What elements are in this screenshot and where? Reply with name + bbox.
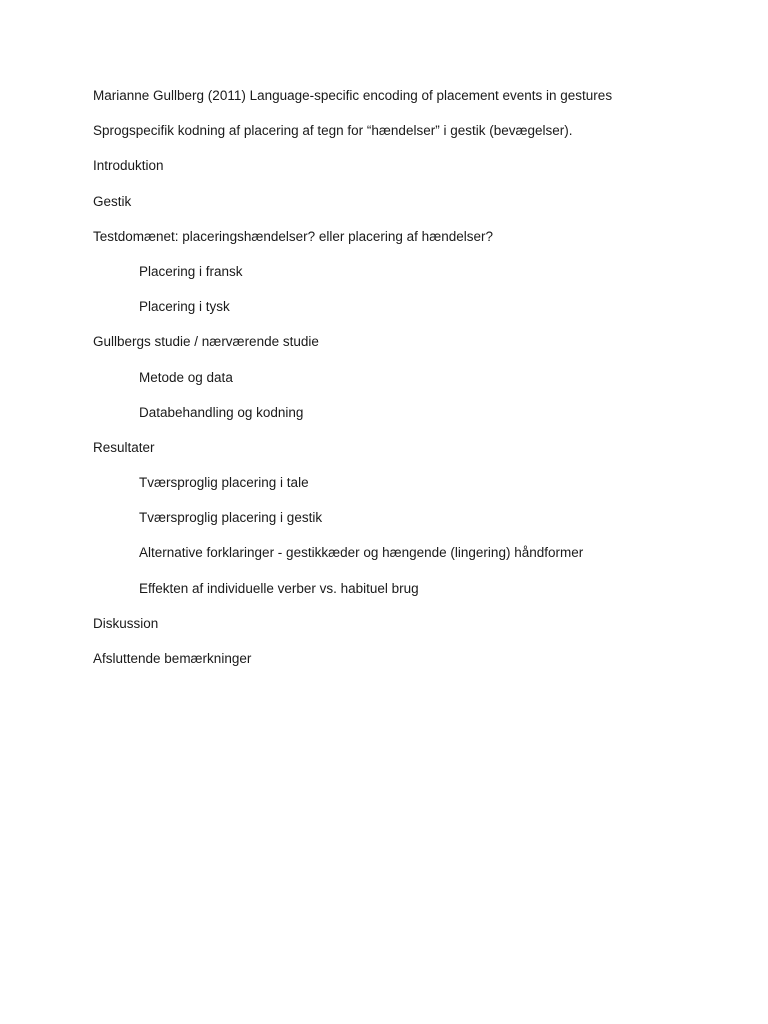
- subsection-placering-gestik: Tværsproglig placering i gestik: [139, 510, 323, 526]
- section-heading-afsluttende: Afsluttende bemærkninger: [93, 651, 252, 666]
- section-heading-introduktion: Introduktion: [93, 158, 164, 174]
- subsection-placering-tysk: Placering i tysk: [139, 299, 230, 315]
- document-title: Marianne Gullberg (2011) Language-specific encoding of placement events in gestures: [93, 88, 613, 103]
- section-heading-gullbergs-studie: Gullbergs studie / nærværende studie: [93, 334, 319, 350]
- subsection-databehandling: Databehandling og kodning: [139, 404, 304, 420]
- section-heading-gestik: Gestik: [93, 193, 132, 209]
- section-heading-resultater: Resultater: [93, 439, 155, 455]
- subsection-metode-og-data: Metode og data: [139, 369, 233, 385]
- subsection-alternative-forklaringer: Alternative forklaringer - gestikkæder og hængende (lingering) håndformer: [139, 545, 584, 561]
- document-subtitle: Sprogspecifik kodning af placering af tegn for “hændelser” i gestik (bevægelser).: [93, 123, 573, 139]
- section-heading-diskussion: Diskussion: [93, 615, 159, 631]
- subsection-placering-tale: Tværsproglig placering i tale: [139, 475, 309, 491]
- section-heading-testdomaenet: Testdomænet: placeringshændelser? eller placering af hændelser?: [93, 228, 493, 244]
- subsection-placering-fransk: Placering i fransk: [139, 263, 243, 279]
- document-outline: [93, 86, 612, 684]
- subsection-effekten-af-verber: Effekten af individuelle verber vs. habituel brug: [139, 580, 419, 596]
